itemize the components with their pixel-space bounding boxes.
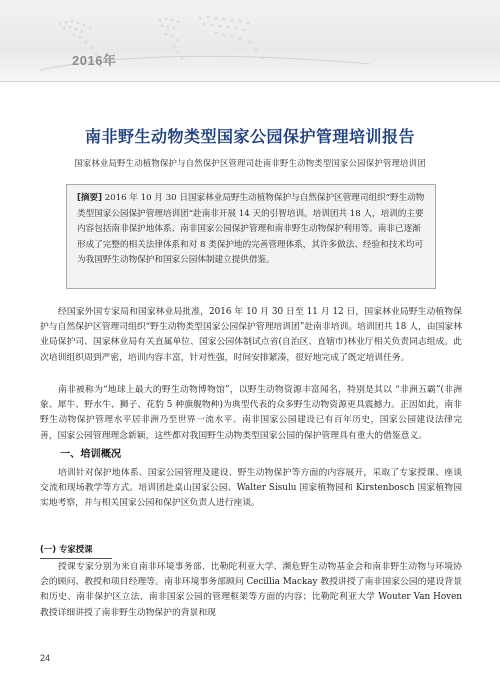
subsection-heading-expert-lectures xyxy=(40,543,114,556)
body-paragraph-1: 经国家外国专家局和国家林业局批准，2016 年 10 月 30 日至 11 月 12 日，国家林业局野生动植物保护与自然保护区管理司组织“野生动物类型国家公园保护管理培训团”赴南非培训。培训团共 18 人，由国家林业局保护司、国家林业局有关直属单位、国家公园体制试点省(自治区、直辖市)林业厅相关负责同志组成。此次培训组织周到严密，培训内容丰富，针对性强，时间安排紧凑，很好地完成了既定培训任务。 xyxy=(40,307,462,363)
subsection-heading-text: (一) 专家授课 xyxy=(40,544,93,554)
article-title: 南非野生动物类型国家公园保护管理培训报告 xyxy=(84,127,415,146)
page-header-banner xyxy=(0,0,500,82)
subsection-underline xyxy=(40,558,112,559)
body-paragraph-2: 南非被称为“地球上最大的野生动物博物馆”，以野生动物资源丰富闻名，特别是其以 “非洲五霸”(非洲象、犀牛、野水牛、狮子、花豹 5 种旗舰物种)为典型代表的众多野生动物资源更具震撼力。正因如此，南非野生动物保护管理水平居非洲乃至世界一流水平。南非国家公园建设已有百年历史，国家公园建设法律完善，国家公园管理理念新颖，这些都对我国野生动物类型国家公园的保护管理具有重大的借鉴意义。 xyxy=(40,385,462,441)
body-paragraph-4: 授课专家分别为来自南非环境事务部、比勒陀利亚大学、濒危野生动物基金会和南非野生动物与环境协会的顾问、教授和项目经理等。南非环境事务部顾问 Cecillia Mackay 教授讲授了南非国家公园的建设背景和历史、南非保护区立法、南非国家公园的管理框架等方面的内容；比勒陀利亚大学 Wouter Van Hoven 教授详细讲授了南非野生动物保护的背景和现 xyxy=(40,562,462,618)
issue-year: 2016年 xyxy=(72,53,117,68)
section-heading-training-overview: 一、培训概况 xyxy=(60,449,122,460)
abstract-tag: [摘要] xyxy=(77,193,103,203)
abstract-box xyxy=(66,184,436,289)
body-paragraph-3: 培训针对保护地体系、国家公园管理及建设、野生动物保护等方面的内容展开，采取了专家授课、座谈交流和现场教学等方式。培训团赴桌山国家公园、Walter Sisulu 国家植物园和 Kirstenbosch 国家植物园实地考察，并与相关国家公园和保护区负责人进行座谈。 xyxy=(40,468,462,509)
abstract-text: 2016 年 10 月 30 日国家林业局野生动植物保护与自然保护区管理司组织“野生动物类型国家公园保护管理培训团”赴南非开展 14 天的引智培训。培训团共 18 人，培训的主要内容包括南非保护地体系、南非国家公园保护管理和南非野生动物保护利用等。南非已逐渐形成了完整的相关法律体系和对 8 类保护地的完善管理体系，其许多做法、经验和技术均可为我国野生动物保护和国家公园体制建立提供借鉴。 xyxy=(77,193,425,266)
article-author: 国家林业局野生动植物保护与自然保护区管理司赴南非野生动物类型国家公园保护管理培训团 xyxy=(74,158,426,168)
page-number: 24 xyxy=(40,653,51,663)
header-divider xyxy=(0,81,500,82)
